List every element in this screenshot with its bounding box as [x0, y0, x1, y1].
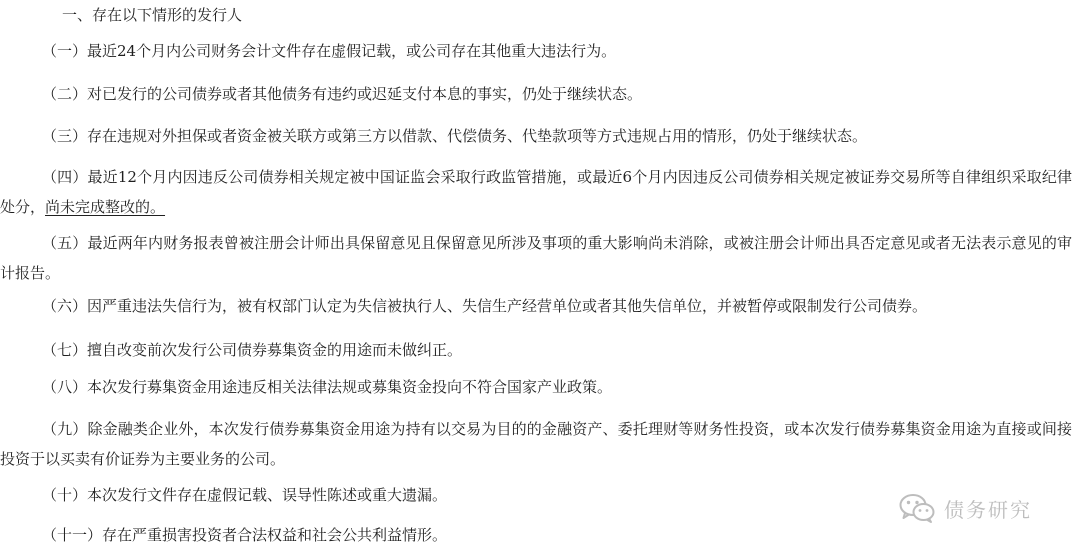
list-item-1: [0, 36, 1072, 66]
list-item-text: （七）擅自改变前次发行公司债券募集资金的用途而未做纠正。: [42, 341, 463, 359]
watermark: [898, 488, 1032, 528]
list-item-text: （二）对已发行的公司债券或者其他债务有违约或迟延支付本息的事实，仍处于继续状态。: [42, 85, 643, 103]
list-item-text: （六）因严重违法失信行为，被有权部门认定为失信被执行人、失信生产经营单位或者其他失信单位，并被暂停或限制发行公司债券。: [42, 297, 928, 315]
list-item-3: [0, 121, 1072, 151]
list-item-8: [0, 372, 1072, 402]
list-item-text: （三）存在违规对外担保或者资金被关联方或第三方以借款、代偿债务、代垫款项等方式违规占用的情形，仍处于继续状态。: [42, 127, 868, 145]
list-item-text: （十一）存在严重损害投资者合法权益和社会公共利益情形。: [42, 526, 448, 544]
list-item-text: （八）本次发行募集资金用途违反相关法律法规或募集资金投向不符合国家产业政策。: [42, 378, 613, 396]
watermark-text: 债务研究: [944, 497, 1032, 522]
list-item-7: [0, 335, 1072, 365]
list-item-text: （九）除金融类企业外，本次发行债券募集资金用途为持有以交易为目的的金融资产、委托理财等财务性投资，或本次发行债券募集资金用途为直接或间接投资于以买卖有价证券为主要业务的公司。: [0, 420, 1072, 468]
list-item-9: [0, 414, 1072, 474]
section-heading: 一、存在以下情形的发行人: [62, 6, 243, 24]
list-item-6: [0, 291, 1072, 321]
list-item-4: [0, 162, 1072, 222]
underlined-text: 尚未完成整改的。: [45, 198, 166, 216]
list-item-text: （十）本次发行文件存在虚假记载、误导性陈述或重大遗漏。: [42, 486, 448, 504]
list-item-5: [0, 228, 1072, 288]
list-item-text: （五）最近两年内财务报表曾被注册会计师出具保留意见且保留意见所涉及事项的重大影响尚未消除，或被注册会计师出具否定意见或者无法表示意见的审计报告。: [0, 234, 1072, 282]
list-item-text: （一）最近24个月内公司财务会计文件存在虚假记载，或公司存在其他重大违法行为。: [42, 42, 617, 60]
list-item-text: （四）最近12个月内因违反公司债券相关规定被中国证监会采取行政监管措施，或最近6个月内因违反公司债券相关规定被证券交易所等自律组织采取纪律处分，: [0, 168, 1072, 216]
list-item-2: [0, 79, 1072, 109]
wechat-icon: [898, 492, 936, 524]
